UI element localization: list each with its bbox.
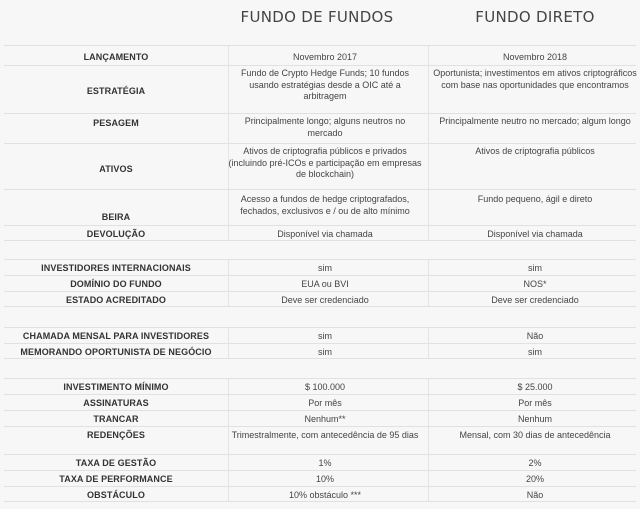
cell-direct-fund: Novembro 2018 xyxy=(502,52,568,62)
cell-direct-fund: $ 25.000 xyxy=(517,382,553,392)
row-label: TAXA DE GESTÃO xyxy=(75,458,157,468)
cell-fund-of-funds: $ 100.000 xyxy=(304,382,346,392)
cell-direct-fund: sim xyxy=(528,263,542,273)
table-row xyxy=(4,470,636,486)
cell-direct-fund: Mensal, com 30 dias de antecedência xyxy=(459,430,611,440)
row-label: BEIRA xyxy=(101,212,131,222)
cell-direct-fund: Deve ser credenciado xyxy=(491,295,579,305)
table-row xyxy=(4,394,636,410)
cell-direct-fund: Não xyxy=(526,331,544,341)
cell-direct-fund: Ativos de criptografia públicos xyxy=(475,146,595,156)
cell-fund-of-funds: 1% xyxy=(318,458,332,468)
row-label: ESTADO ACREDITADO xyxy=(65,295,167,305)
column-header-direct-fund: FUNDO DIRETO xyxy=(475,8,595,26)
row-label: INVESTIDORES INTERNACIONAIS xyxy=(41,263,191,273)
table-row xyxy=(4,143,636,189)
row-label: TAXA DE PERFORMANCE xyxy=(59,474,173,484)
row-label: ASSINATURAS xyxy=(83,398,149,408)
cell-fund-of-funds: Novembro 2017 xyxy=(292,52,358,62)
row-label: ATIVOS xyxy=(99,164,133,174)
cell-direct-fund: Nenhum xyxy=(517,414,553,424)
cell-fund-of-funds: sim xyxy=(318,347,332,357)
cell-fund-of-funds: EUA ou BVI xyxy=(301,279,349,289)
cell-direct-fund: Por mês xyxy=(518,398,552,408)
cell-direct-fund: 2% xyxy=(528,458,542,468)
cell-direct-fund: Oportunista; investimentos em ativos criptográficos com base nas oportunidades que encontramos xyxy=(433,68,637,90)
row-label: REDENÇÕES xyxy=(87,430,145,440)
row-label: DOMÍNIO DO FUNDO xyxy=(70,279,162,289)
table-row xyxy=(4,113,636,143)
row-label: DEVOLUÇÃO xyxy=(86,229,146,239)
cell-fund-of-funds: 10% obstáculo *** xyxy=(288,490,362,500)
cell-fund-of-funds: sim xyxy=(318,263,332,273)
cell-fund-of-funds: Principalmente longo; alguns neutros no mercado xyxy=(244,116,406,138)
cell-fund-of-funds: Acesso a fundos de hedge criptografados, fechados, exclusivos e / ou de alto mínimo xyxy=(240,194,410,216)
cell-fund-of-funds: Disponível via chamada xyxy=(277,229,373,239)
cell-fund-of-funds: sim xyxy=(318,331,332,341)
table-row xyxy=(4,225,636,241)
cell-direct-fund: Fundo pequeno, ágil e direto xyxy=(477,194,593,204)
cell-direct-fund: 20% xyxy=(525,474,544,484)
cell-fund-of-funds: Nenhum** xyxy=(304,414,346,424)
table-row xyxy=(4,378,636,394)
row-label: MEMORANDO OPORTUNISTA DE NEGÓCIO xyxy=(20,347,212,357)
row-label: ESTRATÉGIA xyxy=(86,86,146,96)
cell-fund-of-funds: 10% xyxy=(315,474,334,484)
table-row xyxy=(4,189,636,225)
cell-direct-fund: NOS* xyxy=(523,279,547,289)
cell-fund-of-funds: Ativos de criptografia públicos e privados (incluindo pré-ICOs e participação em empresas de blockchain) xyxy=(228,146,422,179)
cell-direct-fund: Principalmente neutro no mercado; algum longo xyxy=(439,116,631,126)
table-row xyxy=(4,259,636,275)
table-row xyxy=(4,486,636,502)
row-label: CHAMADA MENSAL PARA INVESTIDORES xyxy=(22,331,210,341)
table-row xyxy=(4,454,636,470)
table-row xyxy=(4,65,636,113)
column-header-fund-of-funds: FUNDO DE FUNDOS xyxy=(240,8,394,26)
table-row xyxy=(4,410,636,426)
table-row xyxy=(4,45,636,65)
cell-fund-of-funds: Fundo de Crypto Hedge Funds; 10 fundos usando estratégias desde a OIC até a arbitragem xyxy=(240,68,410,101)
table-row xyxy=(4,275,636,291)
table-row xyxy=(4,343,636,359)
cell-direct-fund: Disponível via chamada xyxy=(487,229,583,239)
row-label: TRANCAR xyxy=(93,414,139,424)
row-label: OBSTÁCULO xyxy=(87,490,145,500)
row-label: LANÇAMENTO xyxy=(83,52,149,62)
cell-direct-fund: sim xyxy=(528,347,542,357)
row-label: INVESTIMENTO MÍNIMO xyxy=(63,382,169,392)
table-row xyxy=(4,426,636,454)
table-row xyxy=(4,327,636,343)
cell-fund-of-funds: Deve ser credenciado xyxy=(281,295,369,305)
row-label: PESAGEM xyxy=(93,118,139,128)
cell-fund-of-funds: Por mês xyxy=(308,398,342,408)
table-row xyxy=(4,291,636,307)
cell-fund-of-funds: Trimestralmente, com antecedência de 95 dias xyxy=(231,430,419,440)
cell-direct-fund: Não xyxy=(526,490,544,500)
